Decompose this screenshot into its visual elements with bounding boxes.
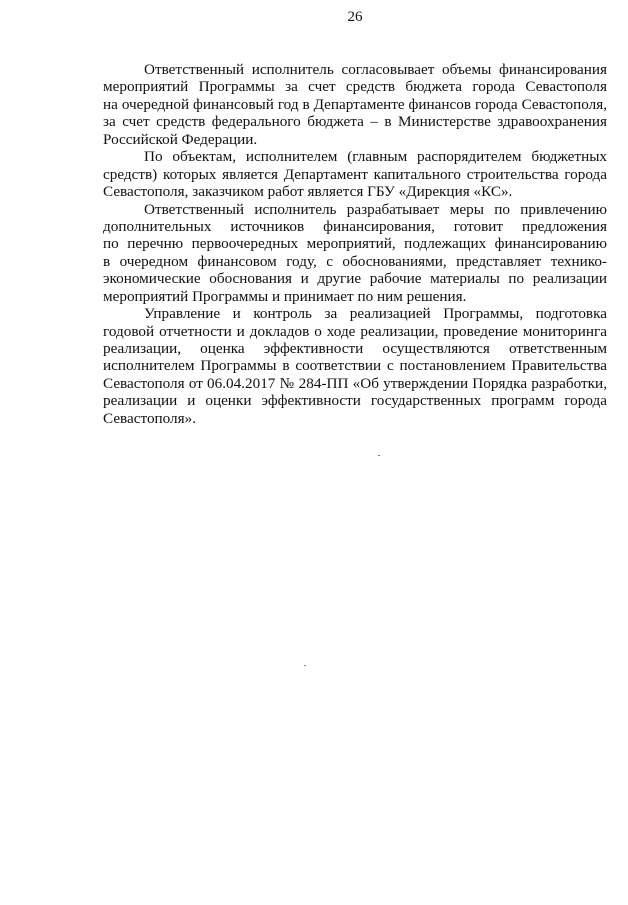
text-line: Ответственный исполнитель разрабатывает меры по привлечению — [144, 200, 607, 218]
text-line: в очередном финансовом году, с обоснованиями, представляет технико- — [103, 252, 607, 270]
text-line: средств) которых является Департамент капитального строительства города — [103, 165, 607, 183]
text-line: Севастополя». — [103, 409, 197, 427]
text-line: Управление и контроль за реализацией Программы, подготовка — [144, 305, 607, 323]
text-line: По объектам, исполнителем (главным распорядителем бюджетных — [144, 148, 607, 166]
text-line: реализации, оценка эффективности осуществляются ответственным — [103, 340, 607, 357]
text-line: экономические обоснования и другие рабочие материалы по реализации — [103, 270, 607, 288]
page-number: 26 — [347, 9, 363, 25]
paragraph — [103, 148, 607, 200]
paragraph — [103, 201, 607, 306]
text-line: дополнительных источников финансирования, готовит предложения — [103, 217, 607, 235]
text-line: Ответственный исполнитель согласовывает объемы финансирования — [144, 61, 607, 78]
text-line: мероприятий Программы и принимает по ним решения. — [103, 287, 467, 305]
text-line: на очередной финансовый год в Департаменте финансов города Севастополя, — [103, 95, 607, 113]
document-body — [103, 61, 607, 427]
paragraph — [103, 305, 607, 427]
scan-speck — [378, 455, 380, 456]
text-line: Российской Федерации. — [103, 130, 258, 148]
text-line: исполнителем Программы в соответствии с постановлением Правительства — [103, 357, 607, 375]
text-line: реализации и оценки эффективности государственных программ города — [103, 392, 607, 410]
text-line: за счет средств федерального бюджета – в Министерстве здравоохранения — [103, 113, 607, 131]
paragraph — [103, 61, 607, 148]
text-line: по перечню первоочередных мероприятий, подлежащих финансированию — [103, 235, 607, 253]
text-line: мероприятий Программы за счет средств бюджета города Севастополя — [103, 78, 607, 96]
text-line: Севастополя от 06.04.2017 № 284-ПП «Об утверждении Порядка разработки, — [103, 374, 607, 392]
text-line: Севастополя, заказчиком работ является ГБУ «Дирекция «КС». — [103, 183, 513, 201]
text-line: годовой отчетности и докладов о ходе реализации, проведение мониторинга — [103, 322, 607, 340]
scan-speck — [304, 665, 306, 666]
